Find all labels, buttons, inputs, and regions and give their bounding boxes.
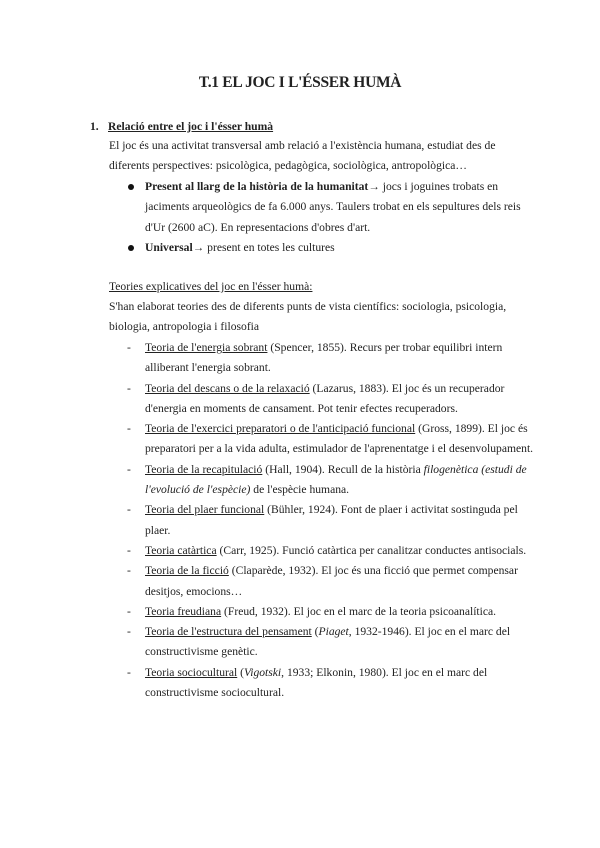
- dash-icon: -: [127, 625, 131, 639]
- theory-item: [127, 419, 537, 460]
- theory-item: [127, 561, 537, 602]
- theory-text-post: , 1932-1946). El joc en el marc del constructivisme genètic.: [145, 625, 511, 659]
- dash-icon: -: [127, 341, 131, 354]
- section-number: 1.: [90, 120, 99, 133]
- bullet-item: [127, 238, 537, 258]
- theory-text: (Carr, 1925). Funció catàrtica per canalitzar conductes antisocials.: [216, 543, 527, 557]
- theory-name: Teoria catàrtica: [145, 543, 217, 557]
- theory-name: Teoria de l'estructura del pensament: [145, 625, 312, 639]
- theory-italic: Piaget: [318, 625, 349, 639]
- dash-icon: -: [127, 543, 131, 557]
- theory-item: [127, 460, 537, 501]
- theory-name: Teoria de la recapitulació: [145, 462, 263, 476]
- dash-icon: -: [127, 462, 131, 476]
- theories-intro: S'han elaborat teories des de diferents punts de vista científics: sociologia, psicologia, biologia, antropologia i filosofia: [109, 300, 507, 334]
- bullet-icon: [128, 245, 134, 251]
- theory-text-post: , 1933; Elkonin, 1980). El joc en el marc del constructivisme sociocultural.: [145, 665, 488, 700]
- arrow-icon: →: [192, 240, 205, 254]
- theory-text: (Bühler, 1924). Font de plaer i activitat sostinguda pel plaer.: [145, 503, 518, 537]
- theory-name: Teoria de l'energia sobrant: [145, 341, 268, 354]
- theory-text: (Lazarus, 1883). El joc és un recuperador d'energia en moments de cansament. Pot tenir efectes recuperadors.: [145, 381, 505, 415]
- bullet-label: Universal: [145, 240, 193, 254]
- theory-item: [127, 500, 537, 541]
- theory-name: Teoria sociocultural: [145, 665, 238, 679]
- dash-icon: -: [127, 604, 131, 618]
- theory-text: (Gross, 1899). El joc és preparatori per a la vida adulta, estimulador de l'aprenentatge i el desenvolupament.: [145, 422, 534, 456]
- theory-name: Teoria de l'exercici preparatori o de l'anticipació funcional: [145, 422, 416, 436]
- theory-name: Teoria freudiana: [145, 604, 222, 618]
- bullet-icon: [128, 184, 134, 190]
- theory-text: (Spencer, 1855). Recurs per trobar equilibri intern alliberant l'energia sobrant.: [145, 341, 503, 375]
- bullet-text: present en totes les cultures: [204, 240, 335, 254]
- dash-icon: -: [127, 381, 131, 395]
- section-intro: El joc és una activitat transversal amb relació a l'existència humana, estudiat des de diferents perspectives: psicològica, pedagògica, sociològica, antropològica…: [109, 139, 496, 173]
- section-title: Relació entre el joc i l'ésser humà: [108, 120, 274, 133]
- theory-name: Teoria del plaer funcional: [145, 503, 265, 517]
- theory-italic: filogenètica (estudi de l'evolució de l'espècie): [145, 462, 527, 497]
- theories-list: [127, 338, 537, 703]
- theory-text: (Freud, 1932). El joc en el marc de la teoria psicoanalítica.: [221, 604, 497, 618]
- dash-icon: -: [127, 422, 131, 436]
- theory-text-post: de l'espècie humana.: [250, 483, 350, 497]
- theories-heading: Teories explicatives del joc en l'ésser humà:: [109, 280, 313, 293]
- theory-item: [127, 622, 537, 663]
- dash-icon: -: [127, 503, 131, 517]
- bullet-text: jocs i joguines trobats en jaciments arqueològics de fa 6.000 anys. Taulers trobat en els sepultures dels reis d'Ur (2600 aC). En representacions d'obres d'art.: [145, 180, 521, 234]
- theory-name: Teoria del descans o de la relaxació: [145, 381, 310, 395]
- bullet-label: Present al llarg de la història de la humanitat: [145, 180, 369, 193]
- theory-item: [127, 602, 537, 622]
- theory-italic: Vigotski: [244, 665, 282, 679]
- theory-text: (: [237, 665, 244, 679]
- theory-item: [127, 379, 537, 420]
- theory-name: Teoria de la ficció: [145, 564, 229, 578]
- bullet-item: [127, 177, 537, 238]
- theory-item: [127, 338, 537, 379]
- theory-text: (Hall, 1904). Recull de la història: [262, 462, 424, 476]
- theory-item: [127, 541, 537, 561]
- dash-icon: -: [127, 564, 131, 578]
- bullet-list: [127, 177, 537, 258]
- arrow-icon: →: [368, 180, 380, 193]
- dash-icon: -: [127, 665, 131, 679]
- theory-item: [127, 663, 537, 704]
- page-title: T.1 EL JOC I L'ÉSSER HUMÀ: [198, 74, 402, 91]
- theory-text: (Claparède, 1932). El joc és una ficció que permet compensar desitjos, emocions…: [145, 564, 518, 598]
- theory-text: (: [311, 625, 319, 639]
- section-heading: [90, 120, 273, 133]
